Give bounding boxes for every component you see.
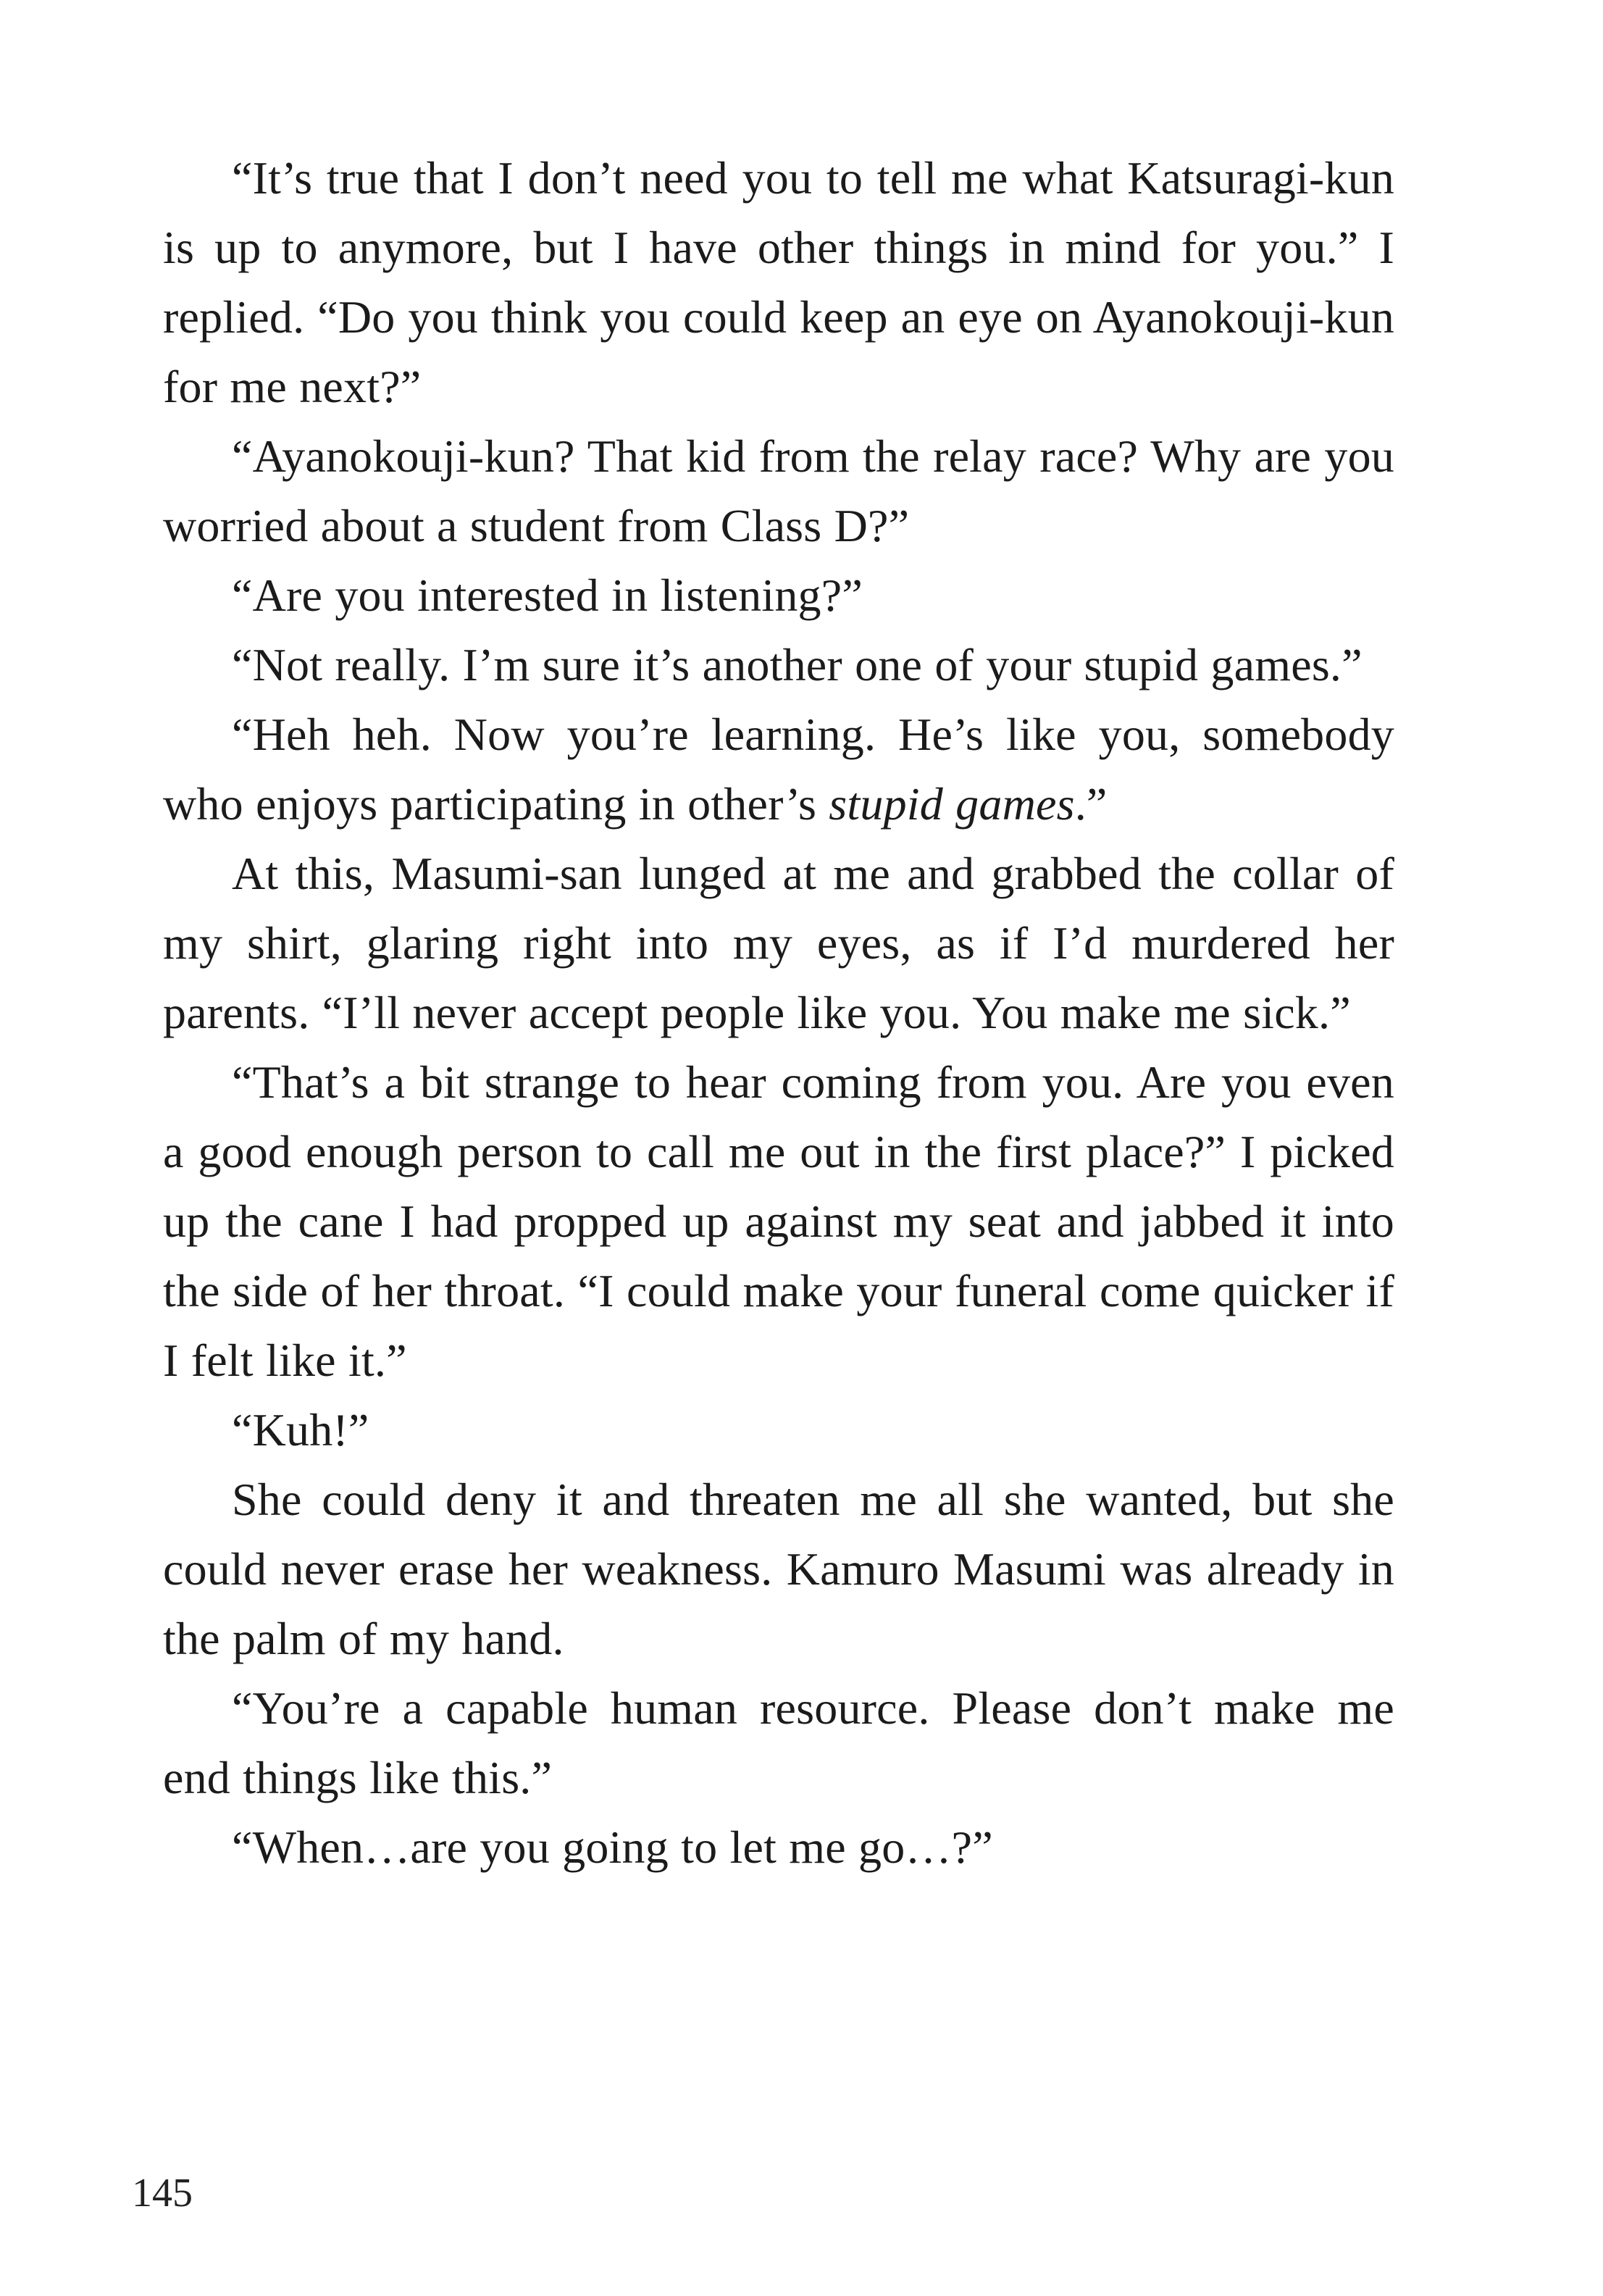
paragraph-run: “Heh heh. Now you’re learning. He’s like you, somebody who enjoys participating in other’s xyxy=(163,709,1394,830)
paragraph-run-italic: stupid games xyxy=(829,778,1075,830)
paragraph: At this, Masumi-san lunged at me and grabbed the collar of my shirt, glaring right into my eyes, as if I’d murdered her parents. “I’ll never accept people like you. You make me sick.” xyxy=(163,848,1394,1038)
paragraph: “It’s true that I don’t need you to tell me what Katsuragi-kun is up to anymore, but I have other things in mind for you.” I replied. “Do you think you could keep an eye on Ayanokouji-kun for me next?” xyxy=(163,152,1394,412)
paragraph: “Are you interested in listening?” xyxy=(232,569,863,621)
paragraph: “Ayanokouji-kun? That kid from the relay race? Why are you worried about a student from Class D?” xyxy=(163,430,1394,551)
paragraph: “You’re a capable human resource. Please don’t make me end things like this.” xyxy=(163,1682,1394,1803)
paragraph: “That’s a bit strange to hear coming from you. Are you even a good enough person to call me out in the first place?” I picked up the cane I had propped up against my seat and jabbed it into the side of her throat. “I could make your funeral come quicker if I felt like it.” xyxy=(163,1056,1394,1386)
paragraph: “Not really. I’m sure it’s another one of your stupid games.” xyxy=(232,639,1363,690)
paragraph: She could deny it and threaten me all she wanted, but she could never erase her weakness. Kamuro Masumi was already in the palm of my hand. xyxy=(163,1474,1394,1664)
page-text-block xyxy=(163,143,1394,1882)
paragraph: “Kuh!” xyxy=(232,1404,369,1456)
paragraph-with-italic xyxy=(163,700,1394,839)
paragraph: “When…are you going to let me go…?” xyxy=(232,1821,993,1873)
paragraph-run: .” xyxy=(1074,778,1108,830)
page-number: 145 xyxy=(132,2171,193,2216)
